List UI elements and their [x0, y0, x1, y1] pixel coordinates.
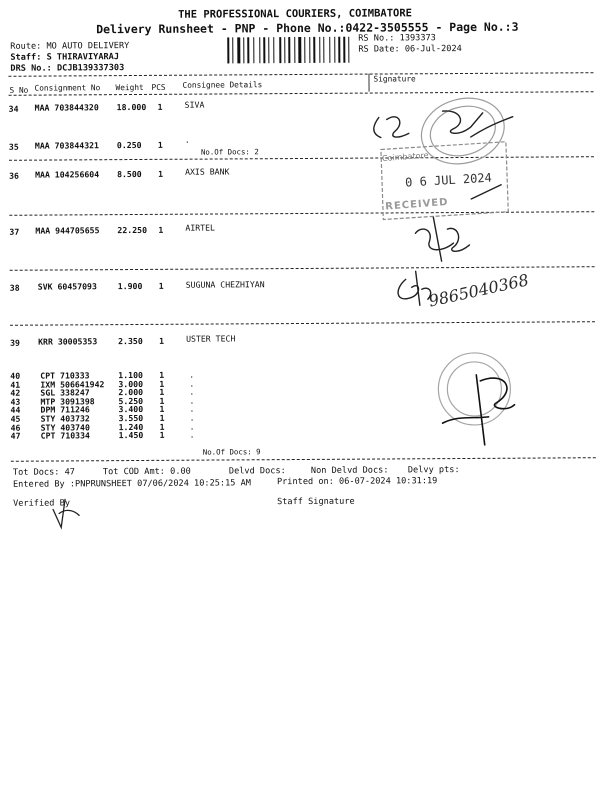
- total-cod: Tot COD Amt: 0.00: [102, 466, 191, 478]
- group-row-weight: 1.100: [118, 369, 143, 381]
- row37-consignee: AIRTEL: [185, 222, 215, 233]
- group-row-consignment: CPT 710334: [40, 430, 90, 441]
- row34-pcs: 1: [157, 101, 163, 112]
- row38-sno: 38: [9, 282, 20, 293]
- row37-pcs: 1: [158, 224, 164, 235]
- col-consignment: Consignment No: [34, 83, 101, 93]
- group-row-sno: 46: [10, 422, 21, 433]
- col-weight: Weight: [115, 82, 144, 93]
- group-row-consignee: .: [189, 421, 195, 432]
- row39-consignment: KRR 30005353: [38, 336, 98, 347]
- signature-row38: [398, 271, 431, 305]
- group-row-sno: 40: [10, 370, 21, 381]
- total-docs: Tot Docs: 47: [12, 467, 76, 478]
- group-row-sno: 45: [10, 413, 21, 424]
- group-row-consignee: .: [189, 429, 195, 440]
- signature-row37: [415, 185, 501, 262]
- row38-consignment: SVK 60457093: [37, 281, 97, 292]
- group-row-weight: 5.250: [118, 395, 144, 406]
- delivered-docs: Delvd Docs:: [228, 466, 286, 477]
- group-row-sno: 47: [10, 430, 21, 441]
- row34-sno: 34: [8, 103, 19, 114]
- row38-pcs: 1: [158, 280, 164, 291]
- row34-consignee: SIVA: [184, 99, 205, 110]
- route-label: Route: MO AUTO DELIVERY: [10, 41, 130, 52]
- group-row-consignment: STY 403732: [40, 413, 90, 424]
- col-sno: S No: [9, 85, 29, 95]
- row37-sno: 37: [9, 226, 20, 237]
- group-row-consignment: DPM 711246: [40, 404, 90, 415]
- group-row-sno: 41: [10, 379, 21, 390]
- group-row-consignee: .: [189, 386, 195, 397]
- delivery-points: Delvy pts:: [407, 465, 460, 476]
- row39-sno: 39: [10, 337, 20, 348]
- group-row-consignee: .: [189, 404, 195, 415]
- row34-consignment: MAA 703844320: [34, 102, 99, 113]
- row38-weight: 1.900: [117, 280, 143, 292]
- group-row-weight: 1.450: [118, 430, 144, 441]
- group-row-consignment: STY 403740: [40, 421, 90, 433]
- row36-consignee: AXIS BANK: [185, 166, 230, 177]
- stamp-date: 0 6 JUL 2024: [404, 170, 493, 190]
- group-row-weight: 3.400: [118, 404, 144, 415]
- group-row-pcs: 1: [159, 412, 165, 423]
- staff-signature-label: Staff Signature: [277, 496, 355, 508]
- group-row-consignee: .: [189, 378, 195, 389]
- printed-on: Printed on: 06-07-2024 10:31:19: [276, 476, 438, 488]
- row37-weight: 22.250: [117, 224, 148, 236]
- rs-date: RS Date: 06-Jul-2024: [358, 44, 462, 55]
- row36-weight: 8.500: [117, 168, 142, 180]
- non-delivered-docs: Non Delvd Docs:: [310, 465, 389, 476]
- row35-consignee: .: [184, 134, 190, 145]
- group-row-sno: 43: [10, 396, 21, 407]
- group-row-sno: 44: [10, 405, 21, 416]
- row35-pcs: 1: [157, 139, 163, 150]
- group-row-pcs: 1: [159, 430, 165, 441]
- row36-sno: 36: [9, 170, 19, 181]
- row39-pcs: 1: [159, 335, 165, 346]
- group-row-consignment: SGL 338247: [40, 387, 90, 398]
- group-row-pcs: 1: [159, 369, 165, 380]
- verified-by: Verified By: [13, 498, 71, 509]
- entered-by: Entered By :PNPRUNSHEET 07/06/2024 10:25:15 AM: [12, 478, 251, 490]
- runsheet-title: Delivery Runsheet - PNP - Phone No.:0422-3505555 - Page No.:3: [96, 19, 519, 37]
- group-row-pcs: 1: [159, 387, 165, 398]
- stamp-seal-top: [414, 89, 512, 173]
- row37-consignment: MAA 944705655: [35, 225, 100, 236]
- drs-number: DRS No.: DCJB139337303: [10, 63, 125, 74]
- col-consignee: Consignee Details: [182, 80, 263, 90]
- col-pcs: PCS: [151, 82, 166, 92]
- company-title: THE PROFESSIONAL COURIERS, COIMBATORE: [178, 7, 413, 21]
- handwritten-phone: 9865040368: [426, 270, 531, 311]
- group-docs-note: No.Of Docs: 9: [202, 447, 261, 457]
- row36-consignment: MAA 104256604: [35, 169, 100, 180]
- group-row-pcs: 1: [159, 404, 165, 415]
- group-row-weight: 1.240: [118, 421, 144, 432]
- row39-consignee: USTER TECH: [186, 333, 236, 344]
- group-row-consignee: .: [189, 395, 195, 406]
- stamp-received: RECEIVED: [384, 196, 449, 213]
- col-signature: Signature: [373, 74, 416, 84]
- group-row-pcs: 1: [159, 378, 165, 389]
- group-row-pcs: 1: [159, 421, 165, 432]
- row35-docs-note: No.Of Docs: 2: [200, 147, 259, 157]
- group-row-consignment: IXM 506641942: [40, 378, 105, 390]
- row38-consignee: SUGUNA CHEZHIYAN: [185, 279, 265, 290]
- row36-pcs: 1: [158, 168, 164, 179]
- group-row-weight: 3.550: [118, 412, 144, 424]
- staff-label: Staff: S THIRAVIYARAJ: [10, 52, 120, 63]
- group-row-weight: 2.000: [118, 387, 144, 398]
- group-row-consignment: MTP 3091398: [40, 396, 95, 407]
- rs-number: RS No.: 1393373: [358, 33, 436, 44]
- group-row-consignee: .: [189, 412, 195, 423]
- group-row-consignment: CPT 710333: [40, 370, 90, 381]
- group-row-sno: 42: [10, 387, 21, 398]
- group-row-weight: 3.000: [118, 378, 144, 389]
- row34-weight: 18.000: [116, 101, 147, 113]
- stamp-seal-bottom: [438, 353, 510, 425]
- row35-weight: 0.250: [116, 139, 142, 151]
- row39-weight: 2.350: [118, 335, 143, 347]
- row35-consignment: MAA 703844321: [34, 140, 100, 151]
- row35-sno: 35: [8, 141, 19, 152]
- group-row-consignee: .: [189, 369, 195, 380]
- group-row-pcs: 1: [159, 395, 165, 406]
- verified-by-signature: [53, 499, 79, 527]
- stamp-city: Coimbatore: [381, 150, 429, 164]
